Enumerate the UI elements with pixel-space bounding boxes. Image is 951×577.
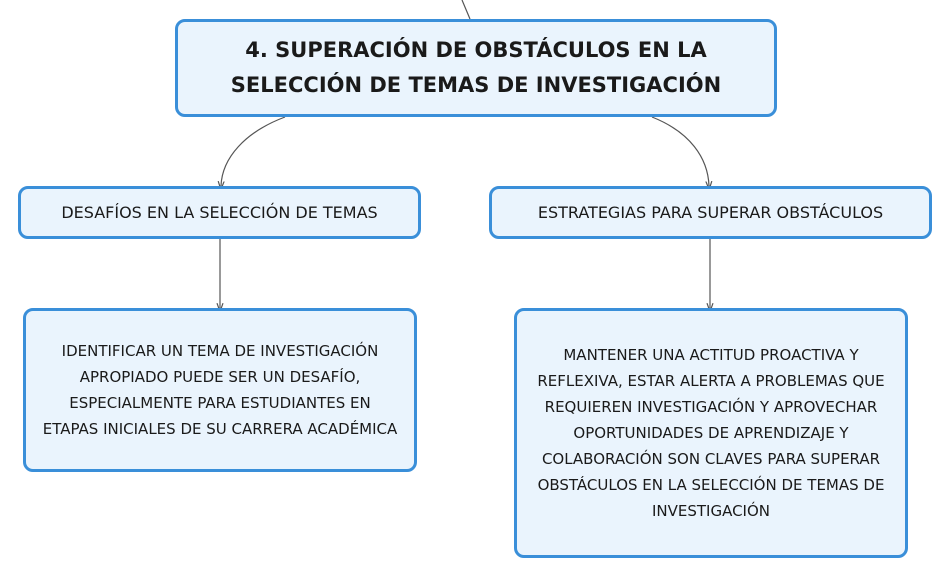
detail-node-desafios[interactable] <box>23 308 417 472</box>
central-topic-label: 4. SUPERACIÓN DE OBSTÁCULOS EN LA SELECCIÓN DE TEMAS DE INVESTIGACIÓN <box>230 38 722 97</box>
connector-central-to-left-branch <box>221 117 285 186</box>
detail-node-estrategias[interactable] <box>514 308 908 558</box>
branch-node-desafios[interactable] <box>18 186 421 239</box>
branch-node-estrategias[interactable] <box>489 186 932 239</box>
branch-label-estrategias: ESTRATEGIAS PARA SUPERAR OBSTÁCULOS <box>537 202 884 222</box>
detail-text-desafios: IDENTIFICAR UN TEMA DE INVESTIGACIÓN APROPIADO PUEDE SER UN DESAFÍO, ESPECIALMENTE PARA ESTUDIANTES EN ETAPAS INICIALES DE SU CARRERA ACADÉMICA <box>42 342 398 438</box>
detail-text-estrategias: MANTENER UNA ACTITUD PROACTIVA Y REFLEXIVA, ESTAR ALERTA A PROBLEMAS QUE REQUIEREN INVESTIGACIÓN Y APROVECHAR OPORTUNIDADES DE APRENDIZAJE Y COLABORACIÓN SON CLAVES PARA SUPERAR OBSTÁCULOS EN LA SELECCIÓN DE TEMAS DE INVESTIGACIÓN <box>537 346 885 520</box>
central-topic-node[interactable] <box>175 19 777 117</box>
connector-parent-to-central <box>462 0 470 19</box>
connector-central-to-right-branch <box>652 117 709 186</box>
branch-label-desafios: DESAFÍOS EN LA SELECCIÓN DE TEMAS <box>61 202 378 222</box>
